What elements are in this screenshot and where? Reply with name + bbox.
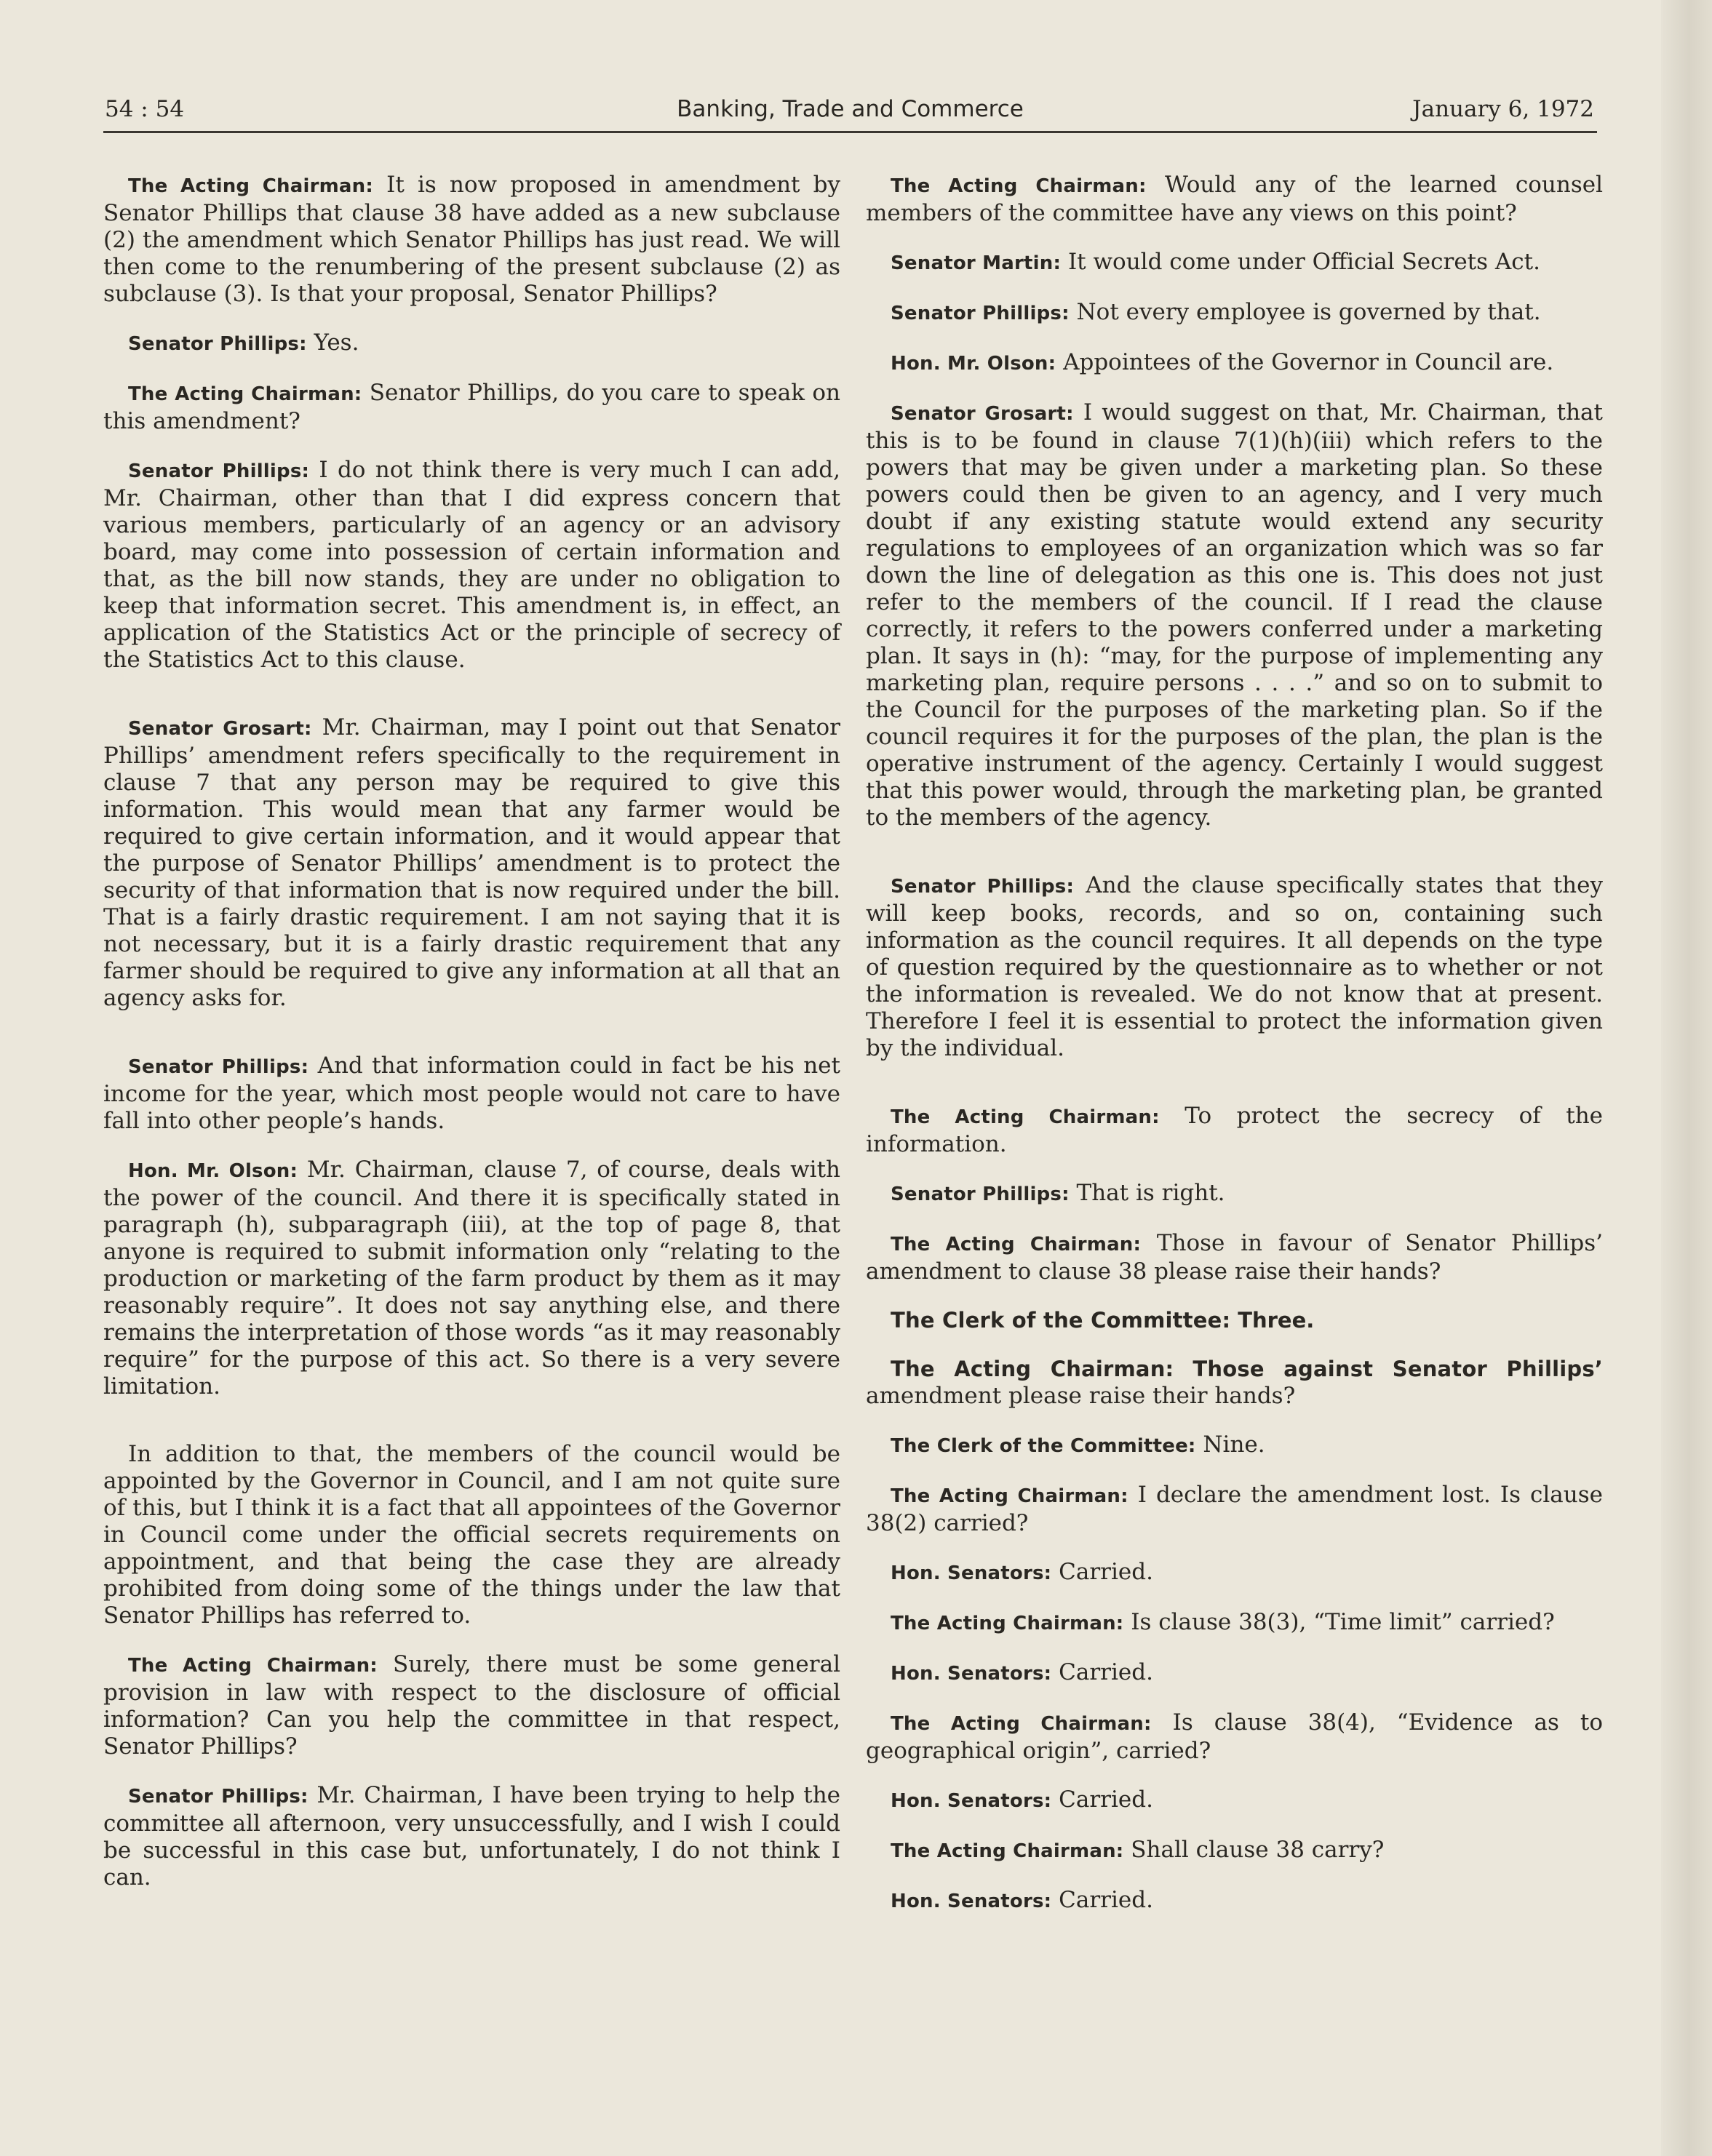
speaker: Senator Phillips: [128, 333, 307, 355]
paragraph [866, 1709, 1603, 1765]
speaker: The Acting Chairman: [891, 1613, 1124, 1634]
speaker: Hon. Mr. Olson: [128, 1160, 298, 1182]
speech: I do not think there is very much I can add, Mr. Chairman, other than that I did express concern that various members, particularly of an agency or an advisory board, may come into possession of certain information and that, as the bill now stands, they are under no obligation to keep that information secret. This amendment is, in effect, an application of the Statistics Act or the principle of secrecy of the Statistics Act to this clause. [103, 457, 840, 673]
paragraph [103, 714, 840, 1012]
paragraph [866, 1103, 1603, 1158]
left-column [103, 172, 840, 2034]
speech: Senator Phillips, do you care to speak on this amendment? [103, 380, 841, 434]
speaker: Senator Phillips: [128, 460, 310, 482]
speaker: Senator Phillips: [891, 1183, 1070, 1205]
speaker: The Acting Chairman: [891, 1234, 1142, 1255]
speech: Three. [1238, 1308, 1315, 1333]
speaker: Senator Phillips: [891, 876, 1075, 898]
speech: Mr. Chairman, clause 7, of course, deals with the power of the council. And there it is specifically stated in paragraph (h), subparagraph (iii), at the top of page 8, that anyone is required to submit information only “relating to the production or marketing of the farm product by them as it may reasonably require”. It does not say anything else, and there remains the interpretation of those words “as it may reasonably require” for the purpose of this act. So there is a very severe limitation. [103, 1157, 840, 1400]
paragraph [866, 1180, 1603, 1208]
speaker: Senator Phillips: [128, 1056, 309, 1078]
speech: Carried. [1059, 1887, 1153, 1913]
speaker: Senator Grosart: [128, 718, 312, 740]
paragraph [103, 330, 840, 358]
speech: amendment please raise their hands? [866, 1383, 1296, 1409]
speech: Mr. Chairman, may I point out that Senator Phillips’ amendment refers specifically to the requirement in clause 7 that any person may be required to give this information. This would mean that any farmer would be required to give certain information, and it would appear that the purpose of Senator Phillips’ amendment is to protect the security of that information that is now required under the bill. That is a fairly drastic requirement. I am not saying that it is not necessary, but it is a fairly drastic requirement that any farmer should be required to give any information at all that an agency asks for. [103, 714, 840, 1011]
running-head [103, 90, 1597, 133]
paragraph [866, 1559, 1603, 1587]
paragraph [866, 1887, 1603, 1915]
speaker: The Acting Chairman: [128, 1655, 378, 1677]
speech: Nine. [1203, 1432, 1265, 1458]
speaker: Hon. Senators: [891, 1790, 1052, 1812]
speech: And the clause specifically states that they will keep books, records, and so on, containing such information as the council requires. It all depends on the type of question required by the questionnaire as to whether or not the information is revealed. We do not know that at present. Therefore I feel it is essential to protect the information given by the individual. [866, 872, 1603, 1061]
speaker: Hon. Mr. Olson: [891, 353, 1056, 375]
paragraph [866, 1307, 1603, 1334]
paragraph [866, 1837, 1603, 1865]
speech: Those in favour of Senator Phillips’ amendment to clause 38 please raise their hands? [866, 1230, 1603, 1285]
speaker: Senator Martin: [891, 252, 1062, 274]
paragraph [103, 1651, 840, 1760]
paragraph [103, 1441, 840, 1629]
speech: Shall clause 38 carry? [1131, 1837, 1385, 1863]
speaker: Senator Grosart: [891, 403, 1074, 425]
speech-emphasis: Those against Senator Phillips’ [1193, 1357, 1604, 1381]
speaker: The Acting Chairman: [891, 1713, 1152, 1735]
paragraph [103, 457, 840, 674]
page-number: 54 : 54 [105, 96, 185, 122]
speaker: The Acting Chairman: [891, 175, 1147, 197]
speaker: Hon. Senators: [891, 1562, 1052, 1584]
speech: Carried. [1059, 1659, 1153, 1685]
paragraph [866, 399, 1603, 831]
paragraph [866, 172, 1603, 227]
speaker: The Clerk of the Committee: [891, 1308, 1231, 1333]
speech: I would suggest on that, Mr. Chairman, that this is to be found in clause 7(1)(h)(iii) which refers to the powers that may be given under a marketing plan. So these powers could then be given to an agency, and I very much doubt if any existing statute would extend any security regulations to employees of an organization which was so far down the line of delegation as this one is. This does not just refer to the members of the council. If I read the clause correctly, it refers to the powers conferred under a marketing plan. It says in (h): “may, for the purpose of implementing any marketing plan, require persons . . . .” and so on to submit to the Council for the purposes of the marketing plan. So if the council requires it for the purposes of the plan, the plan is the operative instrument of the agency. Certainly I would suggest that this power would, through the marketing plan, be granted to the members of the agency. [866, 399, 1603, 831]
publication-date: January 6, 1972 [1412, 96, 1594, 122]
speech: That is right. [1076, 1180, 1225, 1206]
speech: To protect the secrecy of the information. [866, 1103, 1603, 1157]
speech: Is clause 38(3), “Time limit” carried? [1131, 1609, 1555, 1635]
speaker: Hon. Senators: [891, 1891, 1052, 1912]
publication-title: Banking, Trade and Commerce [677, 96, 1024, 122]
speech: Appointees of the Governor in Council are. [1063, 349, 1554, 375]
paragraph [866, 1356, 1603, 1410]
speaker: The Acting Chairman: [128, 383, 362, 405]
speech: It is now proposed in amendment by Senator Phillips that clause 38 have added as a new subclause (2) the amendment which Senator Phillips has just read. We will then come to the renumbering of the present subclause (2) as subclause (3). Is that your proposal, Senator Phillips? [103, 172, 840, 307]
paragraph [866, 1659, 1603, 1688]
paragraph [103, 380, 840, 435]
speaker: The Acting Chairman: [891, 1840, 1124, 1862]
speaker: Senator Phillips: [891, 303, 1070, 324]
speech: Carried. [1059, 1559, 1153, 1585]
paragraph [866, 349, 1603, 378]
speech: Carried. [1059, 1786, 1153, 1813]
speaker: The Acting Chairman: [891, 1106, 1160, 1128]
speaker: The Acting Chairman: [891, 1357, 1174, 1381]
speech: I declare the amendment lost. Is clause 38(2) carried? [866, 1482, 1603, 1536]
paragraph [866, 1230, 1603, 1285]
speech: It would come under Official Secrets Act. [1067, 249, 1540, 275]
paragraph [866, 1786, 1603, 1815]
speaker: The Acting Chairman: [891, 1485, 1128, 1507]
speaker: Hon. Senators: [891, 1663, 1052, 1685]
paragraph [866, 1432, 1603, 1460]
speech: Mr. Chairman, I have been trying to help the committee all afternoon, very unsuccessfully, and I wish I could be successful in this case but, unfortunately, I do not think I can. [103, 1782, 841, 1891]
paragraph [103, 1157, 840, 1400]
speaker: The Acting Chairman: [128, 175, 373, 197]
speech: And that information could in fact be his net income for the year, which most people would not care to have fall into other people’s hands. [103, 1053, 840, 1134]
paragraph [866, 299, 1603, 327]
speech: Surely, there must be some general provision in law with respect to the disclosure of official information? Can you help the committee in that respect, Senator Phillips? [103, 1651, 840, 1760]
paragraph [866, 872, 1603, 1062]
page-edge-shadow [1661, 0, 1712, 2156]
right-column [866, 172, 1603, 2034]
paragraph [866, 1482, 1603, 1537]
paragraph [103, 1053, 840, 1135]
speaker: The Clerk of the Committee: [891, 1435, 1196, 1457]
speech: Not every employee is governed by that. [1076, 299, 1541, 325]
paragraph [103, 172, 840, 308]
paragraph [866, 249, 1603, 277]
paragraph [103, 1782, 840, 1891]
speaker: Senator Phillips: [128, 1786, 308, 1808]
speech: Would any of the learned counsel members of the committee have any views on this point? [866, 172, 1603, 226]
speech: Is clause 38(4), “Evidence as to geographical origin”, carried? [866, 1709, 1603, 1764]
speech: Yes. [314, 330, 359, 356]
paragraph [866, 1609, 1603, 1637]
speech: In addition to that, the members of the council would be appointed by the Governor in Council, and I am not quite sure of this, but I think it is a fact that all appointees of the Governor in Council come under the official secrets requirements on appointment, and that being the case they are already prohibited from doing some of the things under the law that Senator Phillips has referred to. [103, 1441, 840, 1629]
